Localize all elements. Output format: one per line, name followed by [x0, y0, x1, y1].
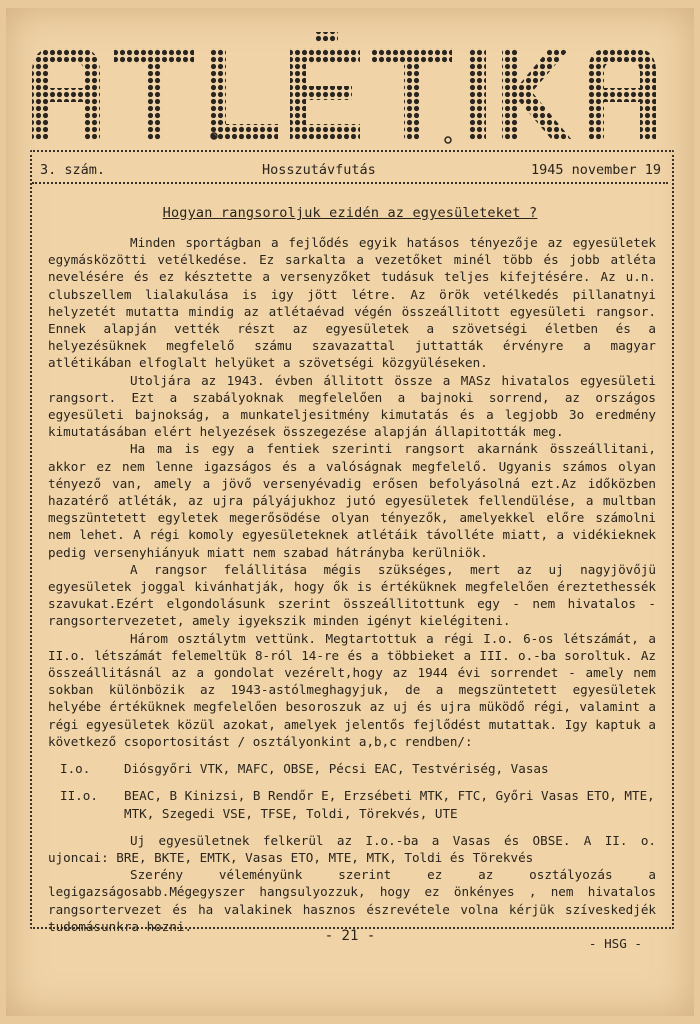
paragraph: Három osztálytm vettünk. Megtartottuk a régi I.o. 6-os létszámát, a II.o. létszámát felemeltük 8-ról 14-re és a többieket a III. o.-ba soroltuk. Az összeállitásnál az a gondolat vezérelt,hogy az 1944 évi sorrendet - amely nem sokban különbözik az 1943-astólmeghagyjuk, de a megszüntetett egyesületek helyébe értéküknek megfelelően besoroszuk az uj és ujra müködő régi, valamint a régi egyesületek közül azokat, amelyek jelentős fejlődést mutattak. Igy kaptuk a következő csoportositást / osztályonkint a,b,c rendben/: — [48, 630, 656, 749]
masthead-dot-lettering — [28, 28, 668, 148]
class-clubs: BEAC, B Kinizsi, B Rendőr E, Erzsébeti MTK, FTC, Győri Vasas ETO, MTE, MTK, Szegedi VSE, TFSE, Toldi, Törekvés, UTE — [124, 788, 655, 821]
class-label: II.o. — [60, 788, 98, 804]
issue-date: 1945 november 19 — [530, 162, 661, 178]
author-signature: - HSG - — [588, 935, 642, 951]
masthead-logo — [28, 28, 668, 148]
issue-number: 3. szám. — [40, 162, 106, 178]
paragraph: Uj egyesületnek felkerül az I.o.-ba a Vasas és OBSE. A II. o. ujoncai: BRE, BKTE, EMTK, Vasas ETO, MTE, MTK, Toldi és Törekvés — [48, 832, 656, 865]
issue-header — [40, 162, 665, 182]
class-label: I.o. — [60, 761, 91, 777]
section-name: Hosszutávfutás — [262, 162, 376, 178]
page-number: - 21 - — [324, 928, 376, 944]
paragraph: Utoljára az 1943. évben állitott össze a MASz hivatalos egyesületi rangsort. Ezt a szabályoknak megfelelően a bajnoki sorrend, az országos egyesületi bajnokság, a munkateljesitmény kimutatás és a legjobb 3o eredmény kimutatásában elért helyezések összegezése alapján állapitották meg. — [48, 372, 656, 440]
article-title: Hogyan rangsoroljuk ezidén az egyesületeket ? — [162, 205, 538, 221]
class-clubs: Diósgyőri VTK, MAFC, OBSE, Pécsi EAC, Testvériség, Vasas — [124, 761, 549, 777]
class-row-first — [60, 760, 656, 777]
header-divider — [32, 182, 668, 184]
article-body — [48, 234, 656, 952]
paragraph: Szerény véleményünk szerint ez az osztályozás a legigazságosabb.Mégegyszer hangsulyozzuk, hogy ez önkényes , nem hivatalos rangsortervezet és ha valakinek hasznos észrevétele volna kérjük szíveskedjék tudomásunkra hozni. — [48, 867, 656, 934]
paragraph: Minden sportágban a fejlődés egyik hatásos tényezője az egyesületek egymásközötti vetélkedése. Ez sarkalta a vezetőket minél több és jobb atléta nevelésére és ez késztette a versenyzőket tudásuk teljes kifejtésére. Az u.n. clubszellem lialakulása is igy jött létre. Az örök vetélkedés pillanatnyi helyzetét mutatta mindig az atlétaévad végén összeállitott egyesületi rangsor. Ennek alapján vették részt az egyesületek a szövetségi életben és a helyezésüknek megfelelő számu szavazattal juttatták érvényre a magyar atlétikában elfoglalt helyüket a szövetségi közgyüléseken. — [48, 235, 656, 371]
paragraph: A rangsor felállitása mégis szükséges, mert az uj nagyjövőjü egyesületek joggal kivánhatják, hogy ők is értéküknek megfelelően éreztethessék szavukat.Ezért elgondolásunk szerint összeállitottunk egy - nem hivatalos - rangsortervezetet, amely igyekszik minden igényt kielégiteni. — [48, 561, 656, 629]
class-row-second — [60, 787, 656, 821]
paragraph: Ha ma is egy a fentiek szerinti rangsort akarnánk összeállitani, akkor ez nem lenne igazságos és a valóságnak megfelelő. Ugyanis számos olyan tényező van, amely a jövő versenyévadig erősen befolyásolná ezt.Az időközben hazatérő atléták, az ujra pályájukhoz jutó egyesületek fellendülése, a multban megszüntetett egyletek megerősödése olyan tényezők, amelyekkel előre számolni nem lehet. A régi komoly egyesületeknek atlétáik távolléte miatt, a vidékieknek pedig versenyhiányuk miatt nem szabad hátrányba kerülniök. — [48, 441, 656, 560]
